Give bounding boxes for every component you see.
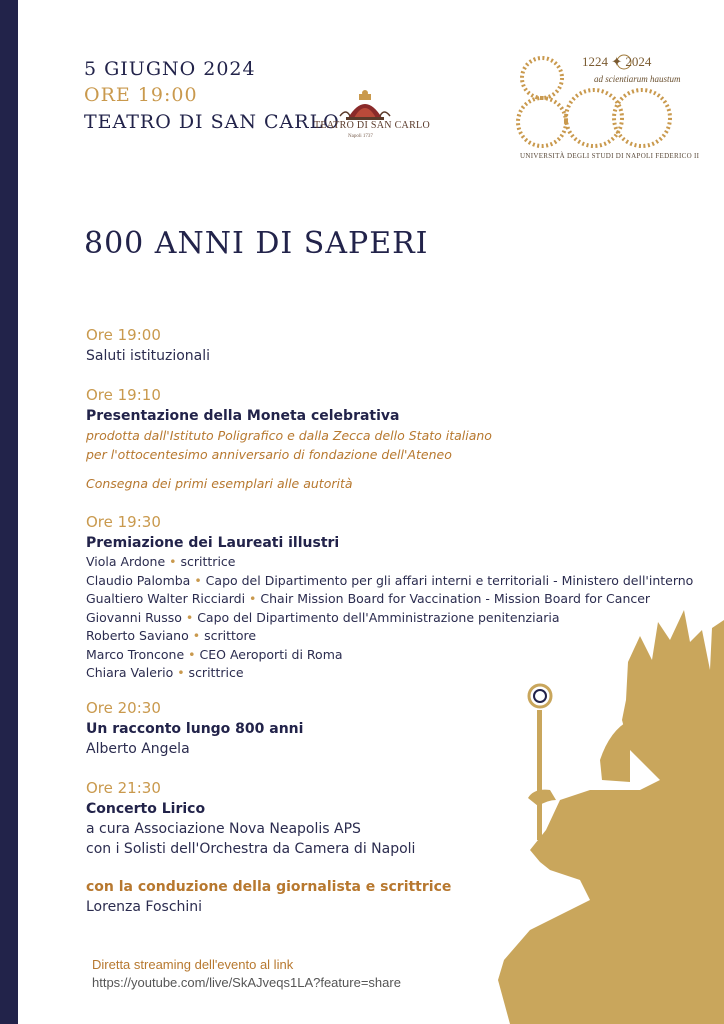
bullet-icon: • — [185, 609, 194, 625]
program-time: Ore 21:30 — [86, 778, 161, 797]
left-sidebar-bar — [0, 0, 18, 1024]
crest-icon — [310, 88, 420, 122]
laureate-role: Capo del Dipartimento per gli affari interni e territoriali - Ministero dell'interno — [201, 572, 694, 588]
university-logo — [512, 48, 700, 173]
program-item-2 — [86, 384, 706, 493]
event-time: ORE 19:00 — [84, 84, 198, 106]
program-time: Ore 19:00 — [86, 326, 161, 344]
program-time: Ore 19:10 — [86, 386, 161, 404]
bullet-icon: • — [169, 554, 177, 569]
event-date: 5 GIUGNO 2024 — [84, 58, 256, 80]
program-note: Consegna dei primi esemplari alle autorità — [86, 476, 353, 491]
laureate-item — [86, 572, 706, 591]
laureate-name: Chiara Valerio — [86, 665, 178, 680]
program-heading: Concerto Lirico — [86, 800, 206, 817]
bullet-icon: • — [194, 572, 202, 588]
program-text: Alberto Angela — [86, 740, 190, 757]
streaming-info — [92, 956, 401, 992]
laureate-name: Marco Troncone — [86, 646, 189, 662]
streaming-label: Diretta streaming dell'evento al link — [92, 957, 294, 972]
laureate-name: Giovanni Russo — [86, 609, 186, 625]
laureate-role: Capo del Dipartimento dell'Amministrazione penitenziaria — [193, 609, 560, 625]
event-venue: TEATRO DI SAN CARLO — [84, 111, 340, 133]
program-heading: con la conduzione della giornalista e scrittrice — [86, 878, 452, 895]
laureate-name: Roberto Saviano — [86, 628, 193, 643]
page-title: 800 ANNI DI SAPERI — [84, 226, 429, 261]
scepter-icon — [529, 685, 551, 840]
bullet-icon: • — [177, 665, 185, 680]
laureate-name: Gualtiero Walter Ricciardi — [86, 591, 250, 606]
bullet-icon: • — [249, 591, 257, 606]
laureate-role: Chair Mission Board for Vaccination - Mission Board for Cancer — [256, 591, 651, 606]
program-heading: Presentazione della Moneta celebrativa — [86, 408, 400, 424]
teatro-logo-sub: Napoli 1737 — [348, 134, 373, 139]
event-header — [84, 56, 340, 136]
university-name: UNIVERSITÀ DEGLI STUDI DI NAPOLI FEDERICO II — [520, 152, 700, 160]
logo-years: 1224 ✦ 2024 — [582, 54, 652, 69]
teatro-logo-name: TEATRO DI SAN CARLO — [314, 120, 430, 131]
laureate-name: Viola Ardone — [86, 554, 170, 569]
program-text: con i Solisti dell'Orchestra da Camera di Napoli — [86, 840, 416, 857]
program-note: per l'ottocentesimo anniversario di fondazione dell'Ateneo — [86, 447, 452, 462]
program-heading: Un racconto lungo 800 anni — [86, 720, 304, 737]
program-text: Saluti istituzionali — [86, 348, 211, 364]
laureate-item — [86, 553, 706, 572]
streaming-link[interactable]: https://youtube.com/live/SkAJveqs1LA?feature=share — [92, 975, 401, 990]
laureate-role: scrittore — [200, 628, 257, 643]
laureate-role: CEO Aeroporti di Roma — [195, 646, 343, 662]
logo-motto: ad scientiarum haustum — [594, 74, 681, 84]
program-text: Lorenza Foschini — [86, 898, 203, 915]
laureate-name: Claudio Palomba — [86, 572, 195, 588]
program-text: a cura Associazione Nova Neapolis APS — [86, 820, 361, 837]
teatro-logo — [310, 88, 430, 150]
program-time: Ore 20:30 — [86, 698, 161, 717]
bullet-icon: • — [188, 646, 196, 662]
program-time: Ore 19:30 — [86, 513, 161, 531]
laureate-role: scrittrice — [184, 665, 244, 680]
bullet-icon: • — [192, 628, 201, 643]
laureate-role: scrittrice — [176, 554, 236, 569]
statue-icon — [490, 600, 724, 1024]
program-note: prodotta dall'Istituto Poligrafico e dalla Zecca dello Stato italiano — [86, 428, 492, 443]
program-item-1 — [86, 324, 706, 366]
program-heading: Premiazione dei Laureati illustri — [86, 535, 340, 551]
